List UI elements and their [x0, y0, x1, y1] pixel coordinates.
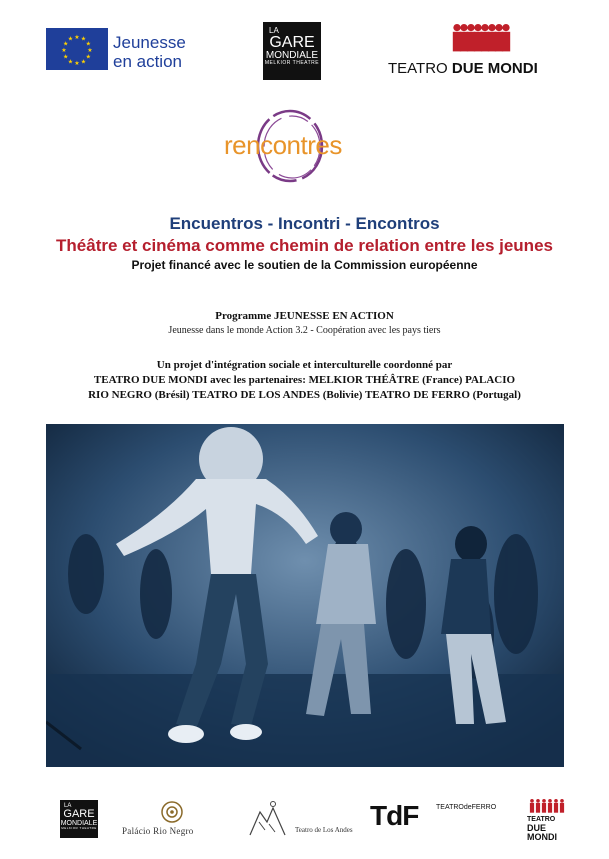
project-line-3: RIO NEGRO (Brésil) TEATRO DE LOS ANDES (Bolivie) TEATRO DE FERRO (Portugal) [88, 389, 521, 401]
footer-gare-la-text: LA [64, 803, 72, 809]
eu-star-icon: ★ [63, 40, 69, 48]
teatro-de-ferro-logo [370, 800, 505, 835]
programme-title: Programme JEUNESSE EN ACTION [215, 310, 394, 322]
footer-tdm-line3: MONDI [527, 832, 557, 842]
eu-star-icon: ★ [74, 60, 80, 67]
tdf-initials: TdF [370, 800, 419, 831]
title-funding: Projet financé avec le soutien de la Commission européenne [131, 258, 478, 272]
palacio-rio-negro-logo [122, 800, 222, 840]
red-figure-icon [554, 799, 558, 813]
red-figure-icon [530, 799, 534, 813]
gare-melkior-text: MELKIOR THEATRE [264, 60, 320, 66]
eu-logo-line2: en action [113, 52, 182, 71]
gare-mondiale-text: MONDIALE [265, 50, 319, 61]
rencontres-text: rencontres [224, 130, 342, 160]
jeunesse-en-action-logo-text [113, 33, 186, 71]
eu-stars-icon [46, 28, 108, 70]
red-figures-icon [380, 22, 575, 58]
eu-star-icon: ★ [87, 47, 93, 54]
la-gare-mondiale-logo [263, 22, 321, 80]
red-figure-icon [560, 799, 564, 813]
eu-star-icon: ★ [80, 58, 87, 66]
red-figure-icon [502, 24, 510, 51]
dancers-photo [46, 424, 564, 767]
red-figure-icon [548, 799, 552, 813]
eu-star-icon: ★ [67, 58, 74, 66]
footer-tdm-line2: DUE [527, 823, 547, 833]
eu-star-icon: ★ [74, 34, 80, 41]
footer-tdm-line1: TEATRO [527, 816, 556, 823]
tdm-bold-text: DUE MONDI [451, 60, 538, 77]
footer-teatro-due-mondi-logo [527, 798, 567, 843]
eu-flag-logo [46, 28, 108, 70]
rosette-icon [152, 800, 192, 826]
eu-star-icon: ★ [80, 35, 87, 43]
gare-la-text: LA [269, 26, 279, 35]
project-line-2: TEATRO DUE MONDI avec les partenaires: MELKIOR THÉÂTRE (France) PALACIO [93, 374, 516, 386]
footer-la-gare-logo [60, 800, 98, 838]
palacio-rio-negro-text: Palácio Rio Negro [122, 826, 194, 836]
dancing-youth-image [46, 424, 564, 767]
eu-star-icon: ★ [85, 40, 91, 48]
footer-red-figures-icon [527, 798, 567, 816]
andes-figure-icon [245, 800, 295, 840]
tdf-fullname: TEATROdeFERRO [436, 804, 497, 811]
title-theme: Théâtre et cinéma comme chemin de relation entre les jeunes [56, 236, 553, 255]
footer-gare-melkior-text: MELKIOR THEATRE [61, 826, 97, 830]
project-line-1: Un projet d'intégration sociale et interculturelle coordonné par [156, 359, 453, 371]
eu-star-icon: ★ [63, 53, 69, 61]
gare-text: GARE [269, 34, 315, 51]
eu-star-icon: ★ [67, 35, 74, 43]
programme-subtitle: Jeunesse dans le monde Action 3.2 - Coopération avec les pays tiers [168, 325, 441, 336]
red-figure-icon [536, 799, 540, 813]
teatro-de-los-andes-logo [245, 800, 353, 840]
rencontres-logo [222, 108, 387, 188]
title-languages: Encuentros - Incontri - Encontros [169, 214, 440, 233]
footer-gare-mondiale-text: MONDIALE [60, 820, 98, 827]
eu-logo-line1: Jeunesse [113, 33, 186, 52]
red-figure-icon [542, 799, 546, 813]
tdm-regular-text: TEATRO [388, 60, 448, 77]
teatro-due-mondi-logo [380, 22, 575, 77]
eu-star-icon: ★ [61, 47, 67, 54]
eu-star-icon: ★ [85, 53, 91, 61]
footer-gare-text: GARE [63, 808, 95, 820]
teatro-de-los-andes-text: Teatro de Los Andes [295, 826, 353, 834]
